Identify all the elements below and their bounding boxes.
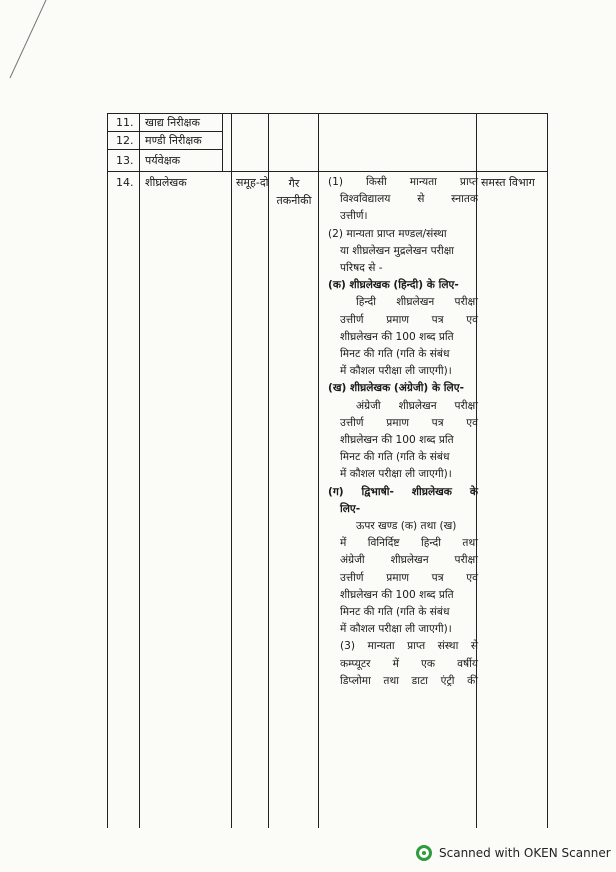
qualification-line: ऊपर खण्ड (क) तथा (ख): [356, 520, 457, 533]
qualification-line: में कौशल परीक्षा ली जाएगी)।: [340, 365, 452, 378]
qualification-line: मिनट की गति (गति के संबंध: [340, 451, 450, 464]
qualification-line: उत्तीर्ण प्रमाण पत्र एवं: [340, 313, 478, 326]
qualification-line: (क) शीघ्रलेखक (हिन्दी) के लिए-: [328, 279, 459, 292]
qualification-line: विश्वविद्यालय से स्नातक: [340, 193, 478, 206]
row-11-number: 11.: [116, 116, 134, 129]
qualification-line: में कौशल परीक्षा ली जाएगी)।: [340, 468, 452, 481]
qualification-line: मिनट की गति (गति के संबंध: [340, 606, 450, 619]
qualification-line: या शीघ्रलेखन मुद्रलेखन परीक्षा: [340, 244, 455, 257]
qualification-line: कम्प्यूटर में एक वर्षीय: [340, 657, 478, 670]
oken-scanner-logo-icon: [416, 845, 432, 861]
qualification-line: (ग) द्विभाषी- शीघ्रलेखक के: [328, 485, 478, 498]
qualification-line: में विनिर्दिष्ट हिन्दी तथा: [340, 537, 478, 550]
row-14-group: समूह-दो: [236, 176, 269, 189]
qualification-line: (1) किसी मान्यता प्राप्त: [328, 176, 478, 188]
row-12-number: 12.: [116, 134, 134, 147]
qualification-line: शीघ्रलेखन की 100 शब्द प्रति: [340, 588, 454, 601]
qualification-line: (3) मान्यता प्राप्त संस्था से: [340, 640, 478, 653]
qualification-line: मिनट की गति (गति के संबंध: [340, 348, 450, 361]
scanner-watermark: [416, 845, 611, 861]
scan-edge-mark: [8, 0, 48, 80]
qualification-line: (2) मान्यता प्राप्त मण्डल/संस्था: [328, 227, 447, 240]
qualification-line: अंग्रेजी शीघ्रलेखन परीक्षा: [356, 399, 478, 412]
row-11-post: खाद्य निरीक्षक: [145, 116, 200, 129]
qualification-line: उत्तीर्ण प्रमाण पत्र एवं: [340, 571, 478, 584]
qualification-line: उत्तीर्ण प्रमाण पत्र एवं: [340, 416, 478, 429]
qualification-line: हिन्दी शीघ्रलेखन परीक्षा: [356, 296, 478, 309]
row-13-number: 13.: [116, 154, 134, 167]
qualification-line: में कौशल परीक्षा ली जाएगी)।: [340, 623, 452, 636]
qualification-line: लिए-: [340, 502, 361, 515]
row-12-post: मण्डी निरीक्षक: [145, 134, 202, 147]
qualification-line: डिप्लोमा तथा डाटा एंट्री की: [340, 674, 478, 687]
row-14-qualification-text: [328, 174, 478, 690]
qualification-line: परिषद से -: [340, 262, 383, 275]
qualification-line: शीघ्रलेखन की 100 शब्द प्रति: [340, 434, 454, 447]
qualification-line: शीघ्रलेखन की 100 शब्द प्रति: [340, 330, 454, 343]
qualification-line: उत्तीर्ण।: [340, 210, 368, 223]
row-14-department: समस्त विभाग: [481, 176, 535, 189]
row-13-post: पर्यवेक्षक: [145, 154, 181, 167]
scanner-watermark-label: Scanned with OKEN Scanner: [439, 846, 611, 860]
qualification-line: (ख) शीघ्रलेखक (अंग्रेजी) के लिए-: [328, 382, 464, 395]
row-14-type: गैर तकनीकी: [276, 177, 312, 207]
row-14-number: 14.: [116, 176, 134, 189]
row-14-post: शीघ्रलेखक: [145, 176, 187, 189]
qualification-line: अंग्रेजी शीघ्रलेखन परीक्षा: [340, 554, 478, 567]
